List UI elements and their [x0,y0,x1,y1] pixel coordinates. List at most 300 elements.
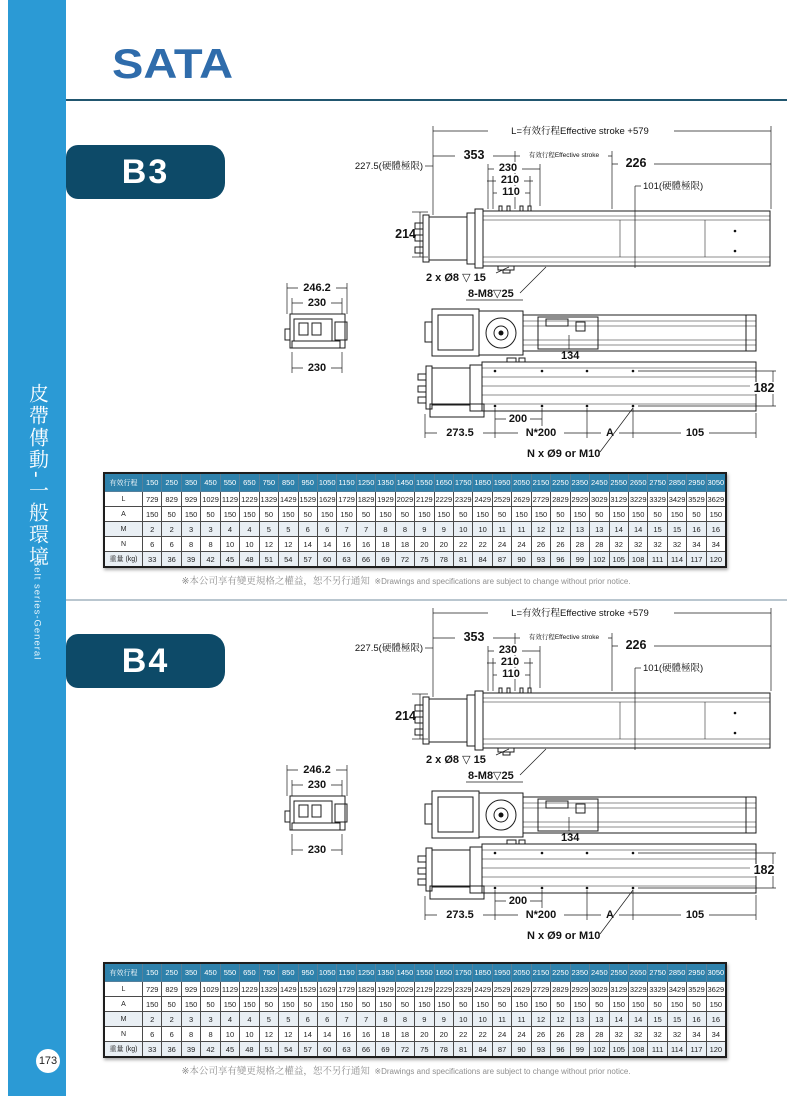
mount-hole-note: N x Ø9 or M10 [527,448,601,460]
stroke-col-header: 2850 [667,473,686,492]
spec-cell: 50 [492,507,511,522]
spec-cell: 4 [240,1012,259,1027]
stroke-col-header: 750 [259,963,278,982]
spec-cell: 1229 [240,982,259,997]
spec-cell: 114 [667,552,686,568]
spec-cell: 34 [687,1027,706,1042]
stroke-col-header: 2950 [687,473,706,492]
spec-cell: 28 [570,1027,589,1042]
spec-cell: 1329 [259,982,278,997]
plan-view [425,791,756,844]
spec-cell: 9 [434,1012,453,1027]
sidebar [8,0,66,1096]
spec-cell: 4 [220,522,239,537]
spec-cell: 1829 [356,492,375,507]
spec-cell: 28 [570,537,589,552]
spec-cell: 63 [337,1042,356,1058]
spec-cell: 7 [356,1012,375,1027]
spec-cell: 150 [667,997,686,1012]
spec-cell: 14 [609,522,628,537]
spec-cell: 150 [512,997,531,1012]
dim-182: 182 [753,863,775,877]
dim-effective-stroke: 有效行程Effective stroke [528,152,600,159]
spec-cell: 14 [628,522,647,537]
spec-cell: 117 [687,1042,706,1058]
dim-246-2: 246.2 [303,282,331,294]
spec-cell: 45 [220,1042,239,1058]
stroke-col-header: 3050 [706,473,726,492]
spec-cell: 8 [395,1012,414,1027]
stroke-col-header: 1550 [415,963,434,982]
spec-cell: 1029 [201,982,220,997]
spec-cell: 57 [298,1042,317,1058]
hard-limit-left-label: 227.5(硬體極限) [354,643,423,654]
spec-cell: 150 [220,507,239,522]
stroke-col-header: 1650 [434,473,453,492]
spec-cell: 34 [706,1027,726,1042]
spec-cell: 3229 [628,492,647,507]
spec-cell: 12 [259,1027,278,1042]
row-label: A [104,507,143,522]
spec-cell: 1029 [201,492,220,507]
dim-230-side-top: 230 [307,779,327,791]
dim-total-length: L=有效行程Effective stroke +579 [511,608,649,619]
spec-cell: 10 [454,1012,473,1027]
stroke-col-header: 2850 [667,963,686,982]
dim-226: 226 [625,638,647,652]
spec-cell: 51 [259,1042,278,1058]
stroke-col-header: 550 [220,963,239,982]
spec-cell: 150 [706,997,726,1012]
spec-cell: 6 [162,537,181,552]
spec-cell: 8 [395,522,414,537]
spec-cell: 6 [298,522,317,537]
row-label: N [104,1027,143,1042]
spec-cell: 50 [201,997,220,1012]
spec-cell: 28 [590,1027,609,1042]
spec-cell: 54 [279,1042,298,1058]
dim-a: A [606,909,614,921]
spec-cell: 99 [570,552,589,568]
spec-cell: 13 [570,522,589,537]
hard-limit-right-label: 101(硬體極限) [643,663,704,674]
spec-cell: 9 [434,522,453,537]
spec-cell: 150 [279,507,298,522]
stroke-col-header: 2750 [648,963,667,982]
stroke-col-header: 2050 [512,963,531,982]
row-label: 重量 (kg) [104,552,143,568]
spec-cell: 11 [512,1012,531,1027]
spec-cell: 16 [356,1027,375,1042]
dim-105: 105 [685,909,705,921]
spec-cell: 3529 [687,982,706,997]
spec-table-b4 [103,962,727,1058]
table-row [104,522,726,537]
spec-cell: 50 [259,997,278,1012]
side-view [285,281,347,374]
spec-cell: 2229 [434,982,453,997]
dim-246-2: 246.2 [303,764,331,776]
dim-200: 200 [508,895,528,907]
spec-cell: 150 [317,507,336,522]
spec-cell: 2929 [570,982,589,997]
spec-cell: 16 [356,537,375,552]
spec-cell: 20 [434,1027,453,1042]
spec-cell: 729 [143,492,162,507]
dim-a: A [606,427,614,439]
spec-cell: 1529 [298,492,317,507]
spec-cell: 2829 [551,492,570,507]
stroke-col-header: 1550 [415,473,434,492]
stroke-col-header: 1250 [356,963,375,982]
row-label: L [104,982,143,997]
sata-logo: SATA [112,40,234,87]
table-row [104,997,726,1012]
spec-cell: 150 [181,507,200,522]
spec-cell: 1529 [298,982,317,997]
spec-cell: 15 [667,522,686,537]
spec-cell: 60 [317,552,336,568]
spec-cell: 2329 [454,492,473,507]
dim-n200: N*200 [525,909,557,921]
spec-cell: 150 [279,997,298,1012]
sidebar-title-en: Belt series-General [31,560,43,661]
stroke-col-header: 1350 [376,473,395,492]
spec-cell: 32 [648,537,667,552]
stroke-col-header: 1950 [492,473,511,492]
spec-cell: 10 [220,537,239,552]
spec-cell: 96 [551,552,570,568]
model-badge-b3: B3 [66,145,225,199]
spec-cell: 150 [570,507,589,522]
spec-cell: 2529 [492,492,511,507]
spec-cell: 28 [590,537,609,552]
stroke-col-header: 750 [259,473,278,492]
spec-cell: 57 [298,552,317,568]
spec-cell: 16 [337,537,356,552]
spec-cell: 7 [337,522,356,537]
spec-cell: 6 [317,1012,336,1027]
spec-cell: 50 [687,997,706,1012]
spec-cell: 3 [181,522,200,537]
dimension-drawing [280,598,787,950]
spec-cell: 50 [259,507,278,522]
drawing-b3 [280,116,787,468]
spec-cell: 150 [337,507,356,522]
spec-cell: 75 [415,552,434,568]
spec-cell: 3229 [628,982,647,997]
spec-cell: 5 [279,522,298,537]
spec-table-wrap-b4 [103,962,727,1058]
spec-cell: 10 [240,537,259,552]
dim-273-5: 273.5 [446,909,474,921]
spec-cell: 50 [648,507,667,522]
dim-210: 210 [500,656,520,668]
spec-cell: 1129 [220,492,239,507]
disclaimer-en: ※Drawings and specifications are subject to change without prior notice. [374,577,631,586]
spec-cell: 84 [473,552,492,568]
spec-cell: 2 [162,1012,181,1027]
sidebar-title-zh: 皮帶傳動-一般環境 [25,383,48,568]
spec-cell: 1729 [337,492,356,507]
spec-cell: 69 [376,1042,395,1058]
spec-cell: 45 [220,552,239,568]
table-row [104,552,726,568]
spec-cell: 32 [628,537,647,552]
spec-cell: 829 [162,492,181,507]
spec-cell: 2629 [512,982,531,997]
spec-cell: 2329 [454,982,473,997]
stroke-col-header: 850 [279,963,298,982]
dim-200: 200 [508,413,528,425]
stroke-col-header: 950 [298,963,317,982]
spec-cell: 87 [492,552,511,568]
stroke-col-header: 2150 [531,963,550,982]
spec-cell: 10 [454,522,473,537]
spec-cell: 2129 [415,982,434,997]
spec-cell: 102 [590,552,609,568]
spec-cell: 150 [317,997,336,1012]
disclaimer-b4 [66,1061,746,1079]
spec-cell: 33 [143,1042,162,1058]
spec-cell: 16 [706,1012,726,1027]
stroke-col-header: 2250 [551,963,570,982]
table-row [104,1027,726,1042]
spec-cell: 150 [706,507,726,522]
spec-cell: 6 [162,1027,181,1042]
spec-cell: 26 [551,537,570,552]
side-view [285,763,347,856]
spec-cell: 1429 [279,492,298,507]
spec-cell: 12 [279,1027,298,1042]
stroke-col-header: 250 [162,473,181,492]
dim-230-side-top: 230 [307,297,327,309]
spec-cell: 13 [590,522,609,537]
header-rule [66,99,787,101]
spec-cell: 1329 [259,492,278,507]
spec-cell: 66 [356,552,375,568]
spec-cell: 20 [415,1027,434,1042]
dim-effective-stroke: 有效行程Effective stroke [528,634,600,641]
spec-cell: 1729 [337,982,356,997]
spec-cell: 14 [609,1012,628,1027]
stroke-col-header: 450 [201,963,220,982]
dim-230-side-bottom: 230 [307,844,327,856]
stroke-col-header: 1150 [337,473,356,492]
spec-cell: 14 [628,1012,647,1027]
dim-230: 230 [498,162,518,174]
dim-230-side-bottom: 230 [307,362,327,374]
spec-cell: 150 [240,997,259,1012]
spec-cell: 8 [181,537,200,552]
spec-cell: 1229 [240,492,259,507]
stroke-col-header: 2950 [687,963,706,982]
dim-total-length: L=有效行程Effective stroke +579 [511,126,649,137]
spec-cell: 150 [181,997,200,1012]
spec-cell: 36 [162,1042,181,1058]
spec-cell: 10 [473,1012,492,1027]
spec-cell: 24 [492,1027,511,1042]
spec-cell: 120 [706,552,726,568]
spec-cell: 2029 [395,492,414,507]
spec-cell: 75 [415,1042,434,1058]
spec-cell: 22 [454,537,473,552]
stroke-col-header: 150 [143,963,162,982]
spec-cell: 6 [298,1012,317,1027]
spec-cell: 50 [201,507,220,522]
row-label: M [104,522,143,537]
stroke-col-header: 350 [181,963,200,982]
spec-cell: 5 [279,1012,298,1027]
spec-cell: 3129 [609,982,628,997]
spec-cell: 50 [454,997,473,1012]
spec-cell: 12 [551,1012,570,1027]
spec-cell: 32 [628,1027,647,1042]
spec-cell: 2029 [395,982,414,997]
spec-cell: 10 [220,1027,239,1042]
spec-cell: 24 [512,537,531,552]
spec-cell: 14 [298,1027,317,1042]
hard-limit-left-label: 227.5(硬體極限) [354,161,423,172]
spec-cell: 18 [376,537,395,552]
spec-cell: 108 [628,1042,647,1058]
spec-cell: 929 [181,982,200,997]
dim-273-5: 273.5 [446,427,474,439]
row-label: A [104,997,143,1012]
spec-cell: 2729 [531,492,550,507]
spec-cell: 1929 [376,982,395,997]
stroke-col-header: 1950 [492,963,511,982]
spec-cell: 18 [376,1027,395,1042]
dim-214: 214 [395,227,416,241]
spec-cell: 2129 [415,492,434,507]
stroke-header-label: 有效行程 [104,473,143,492]
stroke-col-header: 2650 [628,473,647,492]
spec-cell: 8 [376,522,395,537]
spec-cell: 96 [551,1042,570,1058]
spec-cell: 7 [356,522,375,537]
spec-cell: 9 [415,1012,434,1027]
spec-cell: 84 [473,1042,492,1058]
stroke-col-header: 950 [298,473,317,492]
spec-cell: 72 [395,1042,414,1058]
spec-cell: 9 [415,522,434,537]
stroke-col-header: 1050 [317,963,336,982]
stroke-col-header: 1750 [454,963,473,982]
spec-cell: 24 [512,1027,531,1042]
spec-cell: 1629 [317,982,336,997]
plan-view [425,309,756,362]
spec-cell: 42 [201,552,220,568]
spec-cell: 12 [259,537,278,552]
spec-cell: 78 [434,552,453,568]
tap-note: 8-M8▽25 [468,288,514,300]
spec-cell: 12 [531,522,550,537]
spec-cell: 51 [259,552,278,568]
stroke-col-header: 550 [220,473,239,492]
table-row [104,1042,726,1058]
spec-cell: 16 [337,1027,356,1042]
spec-cell: 81 [454,1042,473,1058]
spec-cell: 32 [609,1027,628,1042]
spec-cell: 50 [395,997,414,1012]
spec-cell: 111 [648,552,667,568]
spec-cell: 120 [706,1042,726,1058]
spec-cell: 22 [454,1027,473,1042]
stroke-header-label: 有效行程 [104,963,143,982]
dim-214: 214 [395,709,416,723]
spec-cell: 150 [609,507,628,522]
spec-cell: 34 [687,537,706,552]
spec-cell: 5 [259,1012,278,1027]
spec-cell: 2 [143,522,162,537]
spec-cell: 150 [220,997,239,1012]
spec-cell: 105 [609,1042,628,1058]
stroke-col-header: 2450 [590,963,609,982]
dim-n200: N*200 [525,427,557,439]
spec-cell: 12 [279,537,298,552]
spec-cell: 11 [512,522,531,537]
spec-cell: 8 [181,1027,200,1042]
spec-cell: 150 [628,997,647,1012]
spec-cell: 39 [181,552,200,568]
spec-cell: 16 [687,522,706,537]
disclaimer-zh: ※本公司享有變更規格之權益，恕不另行通知 [181,1066,370,1077]
spec-cell: 3129 [609,492,628,507]
spec-cell: 3029 [590,982,609,997]
spec-cell: 150 [376,507,395,522]
spec-cell: 32 [667,1027,686,1042]
spec-cell: 3 [201,1012,220,1027]
stroke-col-header: 1450 [395,963,414,982]
spec-cell: 50 [162,997,181,1012]
elevation-view [415,206,770,273]
table-row [104,1012,726,1027]
spec-cell: 2729 [531,982,550,997]
spec-cell: 11 [492,522,511,537]
spec-cell: 90 [512,1042,531,1058]
disclaimer-en: ※Drawings and specifications are subject to change without prior notice. [374,1067,631,1076]
spec-cell: 87 [492,1042,511,1058]
stroke-col-header: 1050 [317,473,336,492]
spec-cell: 26 [531,537,550,552]
spec-cell: 50 [648,997,667,1012]
table-row [104,537,726,552]
spec-cell: 111 [648,1042,667,1058]
spec-cell: 1429 [279,982,298,997]
spec-cell: 3 [201,522,220,537]
spec-cell: 150 [143,507,162,522]
dim-353: 353 [463,148,485,162]
counterbore-note: 2 x Ø8 ▽ 15 [426,754,486,766]
spec-cell: 3629 [706,982,726,997]
spec-cell: 4 [220,1012,239,1027]
spec-cell: 8 [201,1027,220,1042]
spec-cell: 3429 [667,492,686,507]
bottom-view [418,840,778,942]
spec-cell: 150 [570,997,589,1012]
spec-cell: 14 [317,1027,336,1042]
spec-cell: 50 [687,507,706,522]
spec-cell: 39 [181,1042,200,1058]
spec-cell: 50 [551,507,570,522]
spec-cell: 4 [240,522,259,537]
spec-cell: 150 [240,507,259,522]
spec-cell: 93 [531,552,550,568]
spec-cell: 2229 [434,492,453,507]
spec-table-b3 [103,472,727,568]
stroke-col-header: 650 [240,473,259,492]
